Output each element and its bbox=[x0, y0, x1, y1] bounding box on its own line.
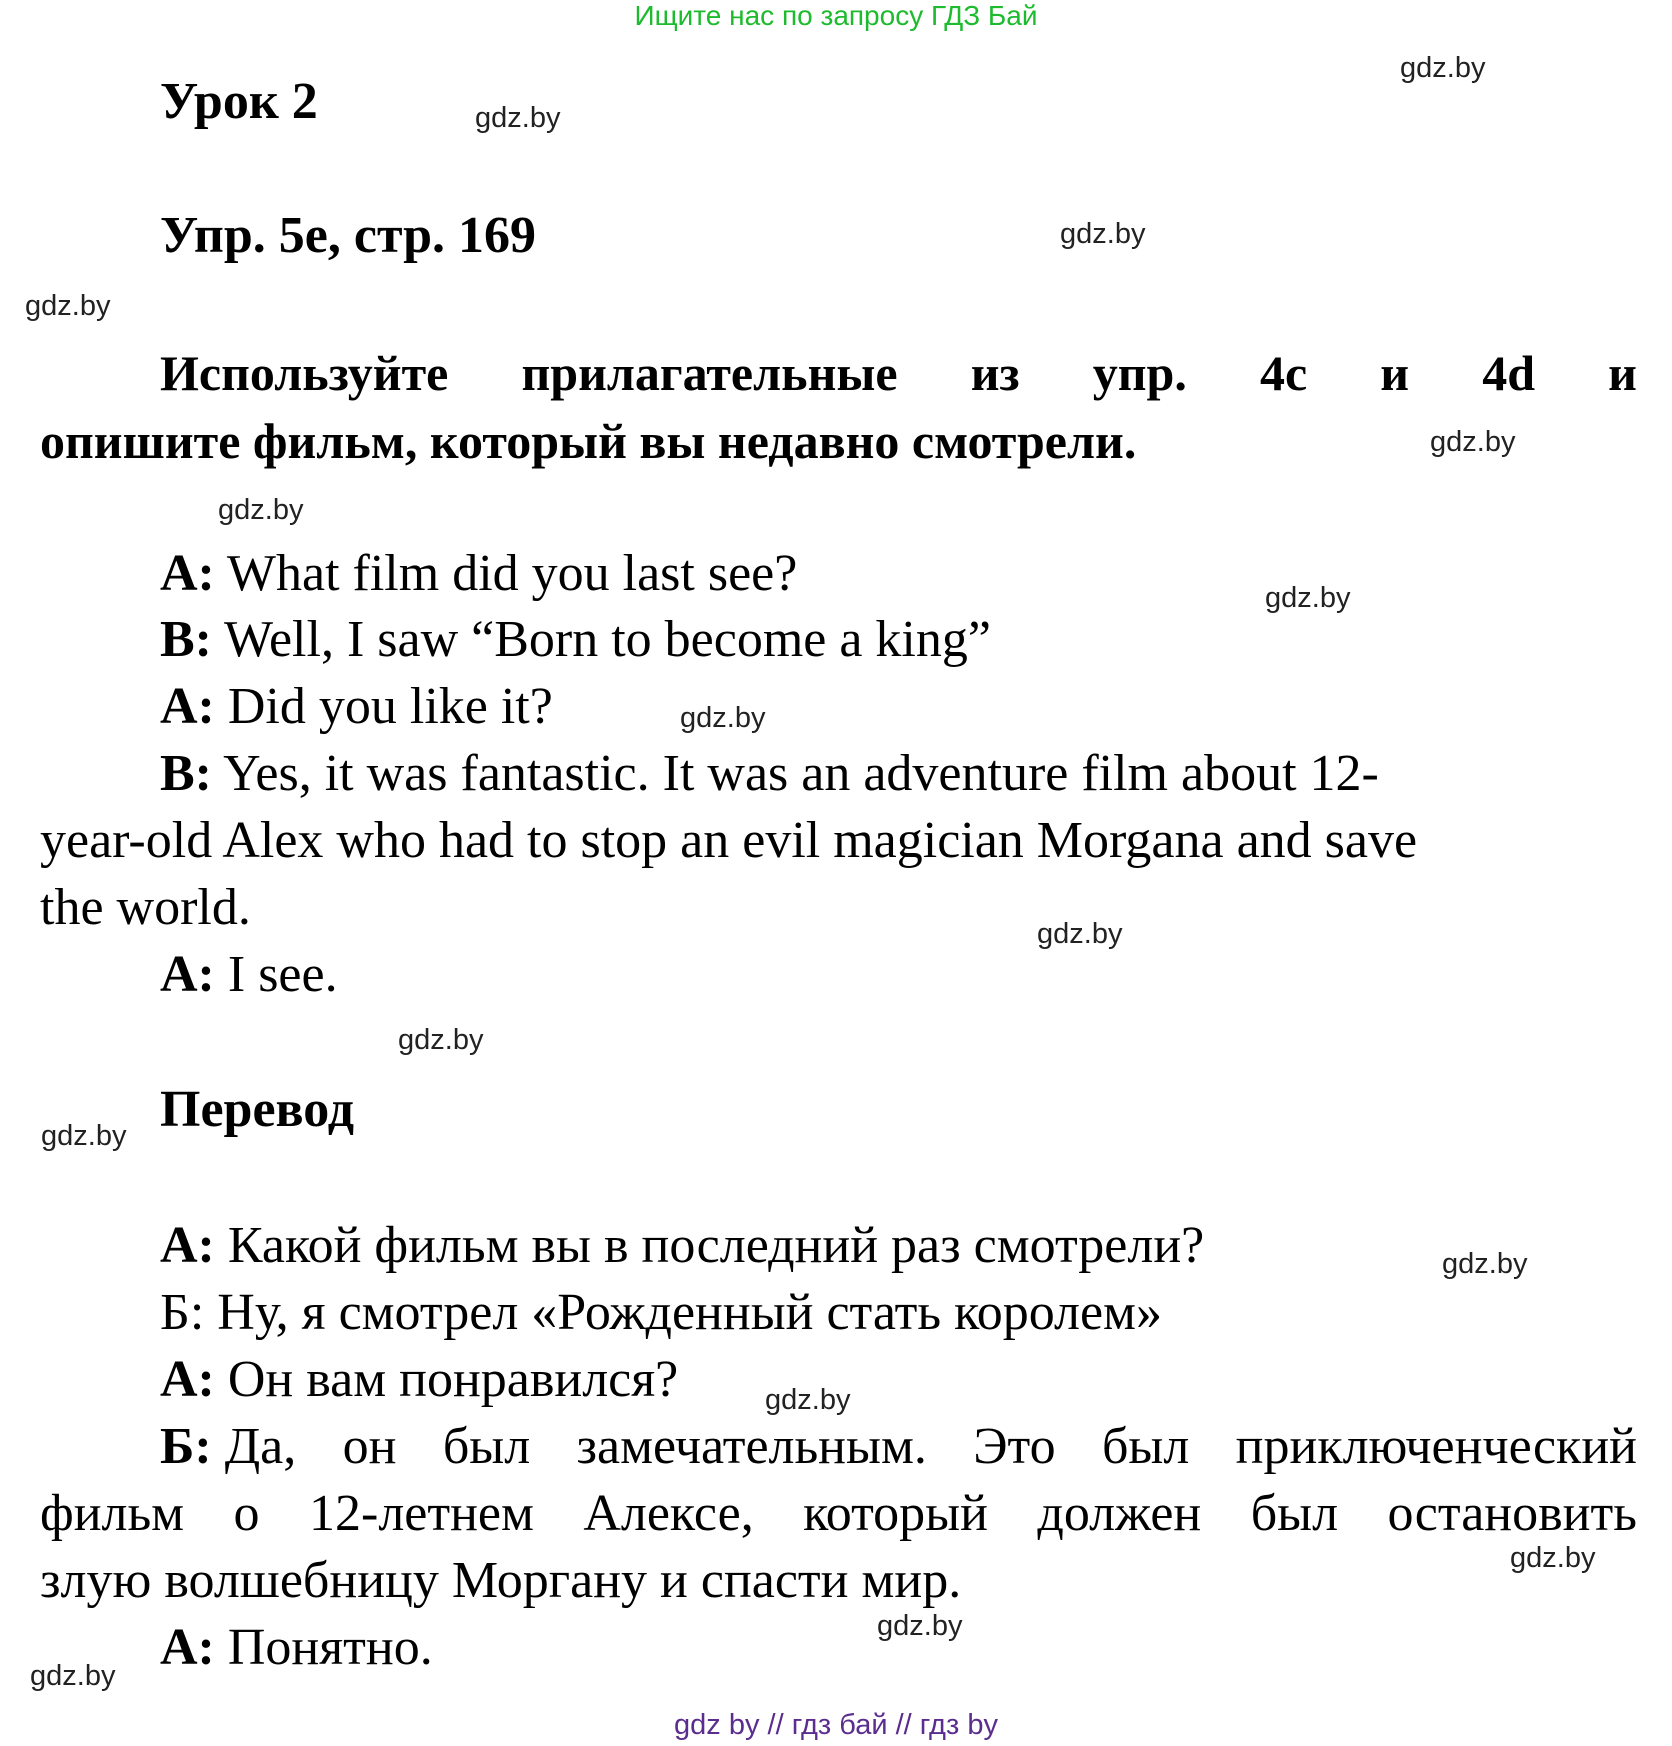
dialogue-line bbox=[160, 946, 338, 1003]
speaker-label: A: bbox=[160, 946, 215, 1003]
translation-line bbox=[40, 1485, 1637, 1542]
top-banner[interactable]: Ищите нас по запросу ГДЗ Бай bbox=[634, 0, 1038, 31]
watermark: gdz.by bbox=[680, 702, 766, 734]
translation-word: был bbox=[1250, 1485, 1339, 1542]
translation-title: Перевод bbox=[160, 1081, 355, 1138]
translation-line bbox=[160, 1351, 679, 1408]
translation-text: Понятно. bbox=[214, 1619, 433, 1676]
translation-word: был bbox=[1101, 1418, 1190, 1475]
watermark: gdz.by bbox=[1060, 218, 1146, 250]
watermark: gdz.by bbox=[1510, 1542, 1596, 1574]
speaker-label: B: bbox=[160, 745, 212, 802]
dialogue-text: Yes, it was fantastic. It was an adventure film about 12- bbox=[212, 745, 1379, 802]
watermark: gdz.by bbox=[877, 1610, 963, 1642]
watermark: gdz.by bbox=[1265, 582, 1351, 614]
translation-line bbox=[160, 1217, 1205, 1274]
speaker-label: B: bbox=[160, 611, 212, 668]
translation-word: замечательным. bbox=[576, 1418, 927, 1475]
translation-text: Он вам понравился? bbox=[214, 1351, 679, 1408]
watermark: gdz.by bbox=[1400, 52, 1486, 84]
task-word: упр. bbox=[1092, 345, 1187, 401]
dialogue-line bbox=[160, 611, 991, 668]
speaker-label: А: bbox=[160, 1217, 215, 1274]
task-word: прилагательные bbox=[521, 345, 898, 401]
translation-word: Это bbox=[973, 1418, 1056, 1475]
watermark: gdz.by bbox=[218, 494, 304, 526]
watermark: gdz.by bbox=[1442, 1248, 1528, 1280]
translation-word: фильм bbox=[40, 1485, 185, 1542]
speaker-label: A: bbox=[160, 545, 215, 602]
watermark: gdz.by bbox=[1430, 426, 1516, 458]
watermark: gdz.by bbox=[1037, 918, 1123, 950]
task-word: из bbox=[970, 345, 1020, 401]
speaker-label: Б: bbox=[160, 1418, 212, 1475]
dialogue-line bbox=[160, 678, 553, 735]
dialogue-line: the world. bbox=[40, 879, 251, 936]
translation-word: остановить bbox=[1387, 1485, 1637, 1542]
dialogue-text: Well, I saw “Born to become a king” bbox=[212, 611, 991, 668]
speaker-label: А: bbox=[160, 1351, 215, 1408]
task-word: и bbox=[1608, 345, 1637, 401]
translation-word: Алексе, bbox=[583, 1485, 754, 1542]
translation-text: Какой фильм вы в последний раз смотрели? bbox=[214, 1217, 1205, 1274]
translation-line: Б: Ну, я смотрел «Рожденный стать королем» bbox=[160, 1284, 1162, 1341]
task-word: и bbox=[1380, 345, 1410, 401]
task-word: 4d bbox=[1482, 345, 1536, 401]
translation-word: 12-летнем bbox=[309, 1485, 534, 1542]
translation-word: он bbox=[342, 1418, 397, 1475]
translation-word: который bbox=[803, 1485, 988, 1542]
translation-word: Да, bbox=[224, 1418, 297, 1475]
watermark: gdz.by bbox=[25, 290, 111, 322]
footer-links[interactable]: gdz by // гдз бай // гдз by bbox=[674, 1709, 998, 1741]
translation-word: о bbox=[233, 1485, 260, 1542]
dialogue-text: Did you like it? bbox=[214, 678, 553, 735]
watermark: gdz.by bbox=[41, 1120, 127, 1152]
watermark: gdz.by bbox=[765, 1384, 851, 1416]
translation-line bbox=[160, 1619, 433, 1676]
translation-word: приключенческий bbox=[1235, 1418, 1637, 1475]
dialogue-line: year-old Alex who had to stop an evil magician Morgana and save bbox=[40, 812, 1418, 869]
translation-line bbox=[160, 1418, 1637, 1475]
dialogue-text: I see. bbox=[214, 946, 338, 1003]
exercise-title: Упр. 5е, стр. 169 bbox=[160, 207, 537, 264]
watermark: gdz.by bbox=[398, 1024, 484, 1056]
watermark: gdz.by bbox=[30, 1660, 116, 1692]
speaker-label: A: bbox=[160, 678, 215, 735]
translation-word: был bbox=[442, 1418, 531, 1475]
translation-line: злую волшебницу Моргану и спасти мир. bbox=[40, 1552, 962, 1609]
dialogue-line bbox=[160, 745, 1379, 802]
task-line-2: опишите фильм, который вы недавно смотрели. bbox=[40, 413, 1137, 469]
task-word: 4c bbox=[1259, 345, 1308, 401]
task-word: Используйте bbox=[160, 345, 449, 401]
dialogue-text: What film did you last see? bbox=[214, 545, 798, 602]
task-line-1 bbox=[160, 344, 1637, 402]
speaker-label: А: bbox=[160, 1619, 215, 1676]
dialogue-line bbox=[160, 545, 798, 602]
translation-word: должен bbox=[1037, 1485, 1202, 1542]
watermark: gdz.by bbox=[475, 102, 561, 134]
lesson-title: Урок 2 bbox=[160, 73, 318, 130]
